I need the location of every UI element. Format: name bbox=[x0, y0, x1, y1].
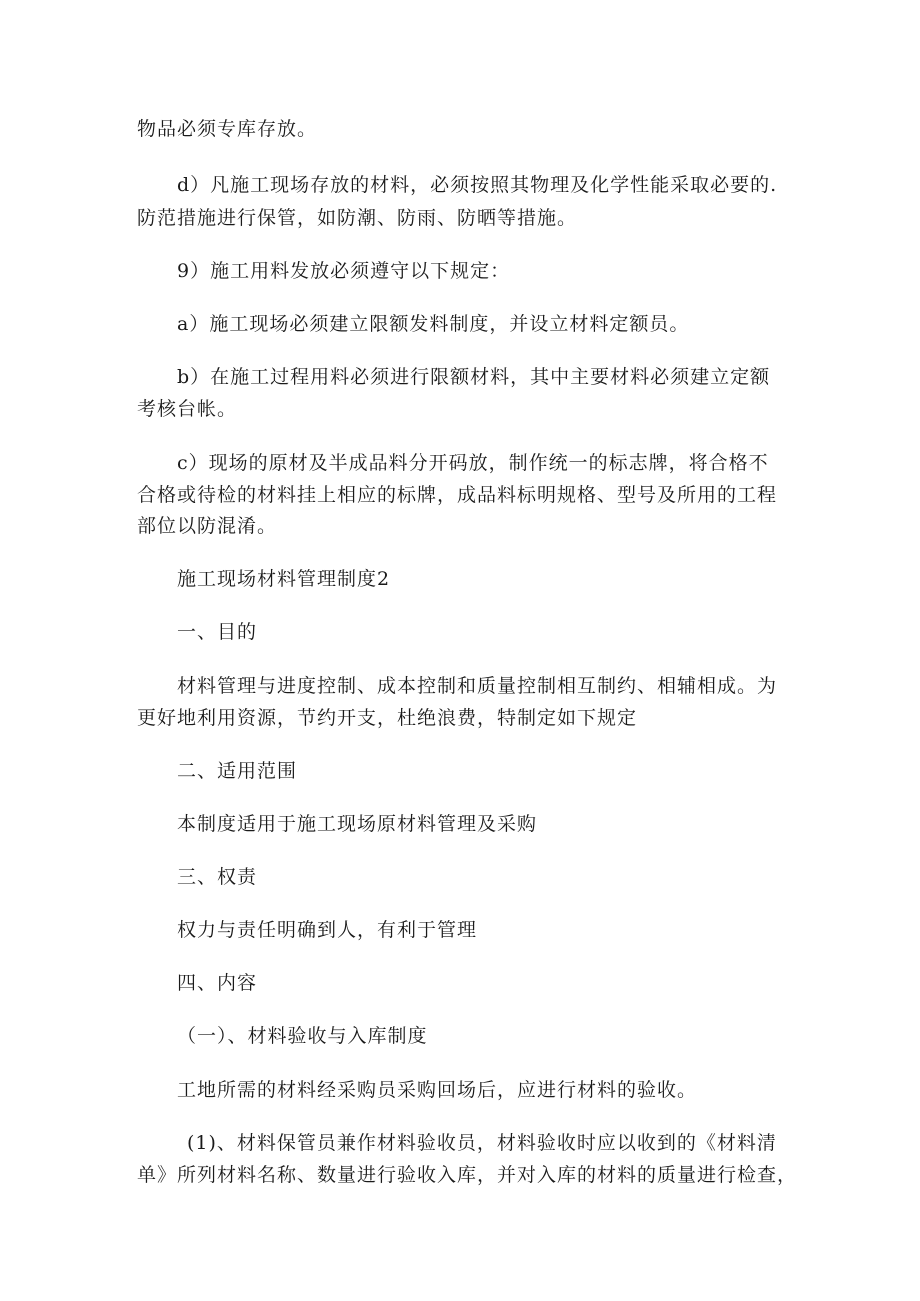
paragraph-line: b）在施工过程用料必须进行限额材料，其中主要材料必须建立定额 bbox=[177, 366, 771, 388]
paragraph-line: 防范措施进行保管，如防潮、防雨、防晒等措施。 bbox=[137, 207, 578, 229]
subsection-heading: （一）、材料验收与入库制度 bbox=[177, 1025, 428, 1047]
paragraph-line: 物品必须专库存放。 bbox=[137, 118, 318, 140]
paragraph-line: a）施工现场必须建立限额发料制度，并设立材料定额员。 bbox=[177, 313, 690, 335]
section-heading: 四、内容 bbox=[177, 972, 258, 994]
paragraph-line: 部位以防混淆。 bbox=[137, 515, 278, 537]
section-heading: 三、权责 bbox=[177, 866, 258, 888]
paragraph-line: 合格或待检的材料挂上相应的标牌，成品料标明规格、型号及所用的工程 bbox=[137, 484, 778, 506]
paragraph-line: 更好地利用资源，节约开支，杜绝浪费，特制定如下规定 bbox=[137, 707, 638, 729]
paragraph-line: 工地所需的材料经采购员采购回场后，应进行材料的验收。 bbox=[177, 1079, 698, 1101]
paragraph-line: 单》所列材料名称、数量进行验收入库，并对入库的材料的质量进行检查， bbox=[137, 1164, 798, 1186]
section-title: 施工现场材料管理制度2 bbox=[177, 568, 391, 590]
section-heading: 一、目的 bbox=[177, 621, 258, 643]
paragraph-line: d）凡施工现场存放的材料，必须按照其物理及化学性能采取必要的. bbox=[177, 174, 778, 196]
paragraph-line: 权力与责任明确到人，有利于管理 bbox=[177, 919, 478, 941]
paragraph-line: 材料管理与进度控制、成本控制和质量控制相互制约、相辅相成。为 bbox=[177, 675, 778, 697]
paragraph-line: (1)、材料保管员兼作材料验收员，材料验收时应以收到的《材料清 bbox=[187, 1132, 777, 1154]
section-heading: 二、适用范围 bbox=[177, 760, 298, 782]
paragraph-line: c）现场的原材及半成品料分开码放，制作统一的标志牌，将合格不 bbox=[177, 452, 769, 474]
paragraph-line: 考核台帐。 bbox=[137, 398, 238, 420]
paragraph-line: 9）施工用料发放必须遵守以下规定： bbox=[177, 260, 511, 282]
paragraph-line: 本制度适用于施工现场原材料管理及采购 bbox=[177, 813, 538, 835]
